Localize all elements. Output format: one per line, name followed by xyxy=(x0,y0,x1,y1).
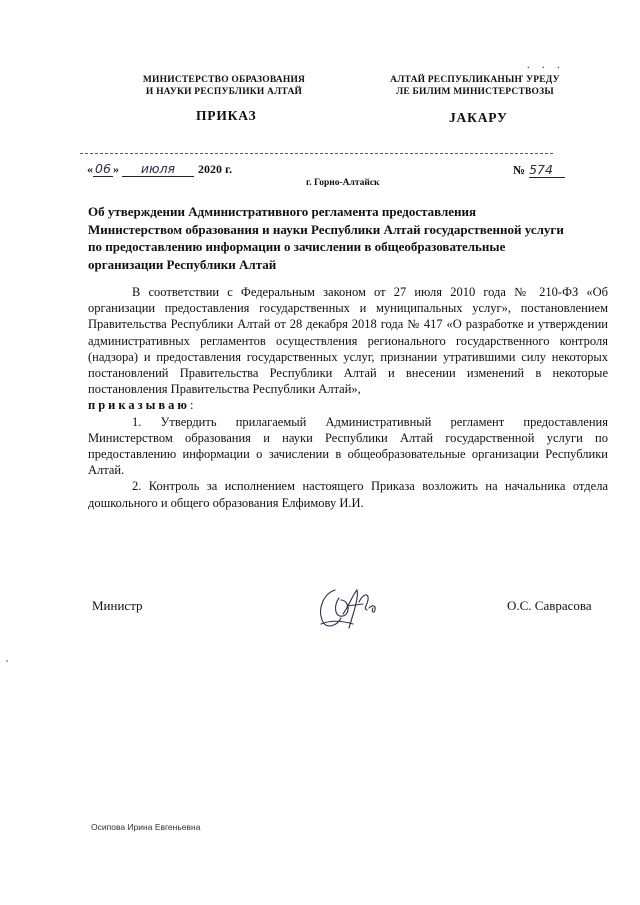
document-title: Об утверждении Административного регламента предоставления Министерством образования и науки Республики Алтай государственной услуги по предоставлению информации о зачислении в общеобразовательные организации Республики Алтай xyxy=(88,204,564,272)
command-line xyxy=(88,397,608,413)
date-day: 06 xyxy=(93,161,113,177)
document-author: Осипова Ирина Евгеньевна xyxy=(91,822,201,832)
date-year: 2020 г. xyxy=(198,162,233,176)
handwritten-signature xyxy=(313,584,383,632)
signatory-position: Министр xyxy=(92,598,143,613)
document-body xyxy=(88,284,608,511)
preamble: В соответствии с Федеральным законом от 27 июля 2010 года № 210-ФЗ «Об организации предоставления государственных и муниципальных услуг», постановлением Правительства Республики Алтай от 28 декабря 2018 года № 417 «О разработке и утверждении административных регламентов осуществления регионального государственного контроля (надзора) и предоставления государственных услуг, признании утратившими силу некоторых постановлений Правительства Республики Алтай и внесении изменений в некоторые постановления Правительства Республики Алтай», xyxy=(88,285,608,397)
header-divider xyxy=(80,153,553,154)
ministry-ru-line2: И НАУКИ РЕСПУБЛИКИ АЛТАЙ xyxy=(145,87,303,97)
number-label: № xyxy=(513,163,526,177)
ministry-ru-line1: МИНИСТЕРСТВО ОБРАЗОВАНИЯ xyxy=(142,75,306,85)
order-title-russian: ПРИКАЗ xyxy=(196,108,257,123)
order-item-2: 2. Контроль за исполнением настоящего Приказа возложить на начальника отдела дошкольного и общего образования Елфимову И.И. xyxy=(88,479,608,510)
scan-speck xyxy=(6,660,8,662)
number-value: 574 xyxy=(529,162,565,178)
ministry-alt-line2: ЛЕ БИЛИМ МИНИСТЕРСТВОЗЫ xyxy=(396,87,554,97)
date-close-quote: » xyxy=(113,162,119,176)
signatory-name: О.С. Саврасова xyxy=(507,598,592,613)
ministry-alt-line1: АЛТАЙ РЕСПУБЛИКАНЫҤ УРЕДУ xyxy=(390,75,560,85)
order-title-altai: ЈАКАРУ xyxy=(449,110,508,125)
order-date xyxy=(87,161,232,177)
ministry-name-russian xyxy=(140,74,308,98)
altai-diacritic-marks: . . . xyxy=(527,60,565,71)
order-item-1: 1. Утвердить прилагаемый Административный регламент предоставления Министерством образования и науки Республики Алтай государственной услуги по предоставлению информации о зачислении в общеобразовательные организации Республики Алтай. xyxy=(88,414,608,478)
ministry-name-altai xyxy=(385,74,565,98)
command-colon: : xyxy=(189,398,194,413)
city-name: г. Горно-Алтайск xyxy=(306,178,380,188)
date-month: июля xyxy=(122,161,194,177)
date-open-quote: « xyxy=(87,162,93,176)
command-word: приказываю xyxy=(88,398,190,413)
order-number xyxy=(513,162,565,178)
